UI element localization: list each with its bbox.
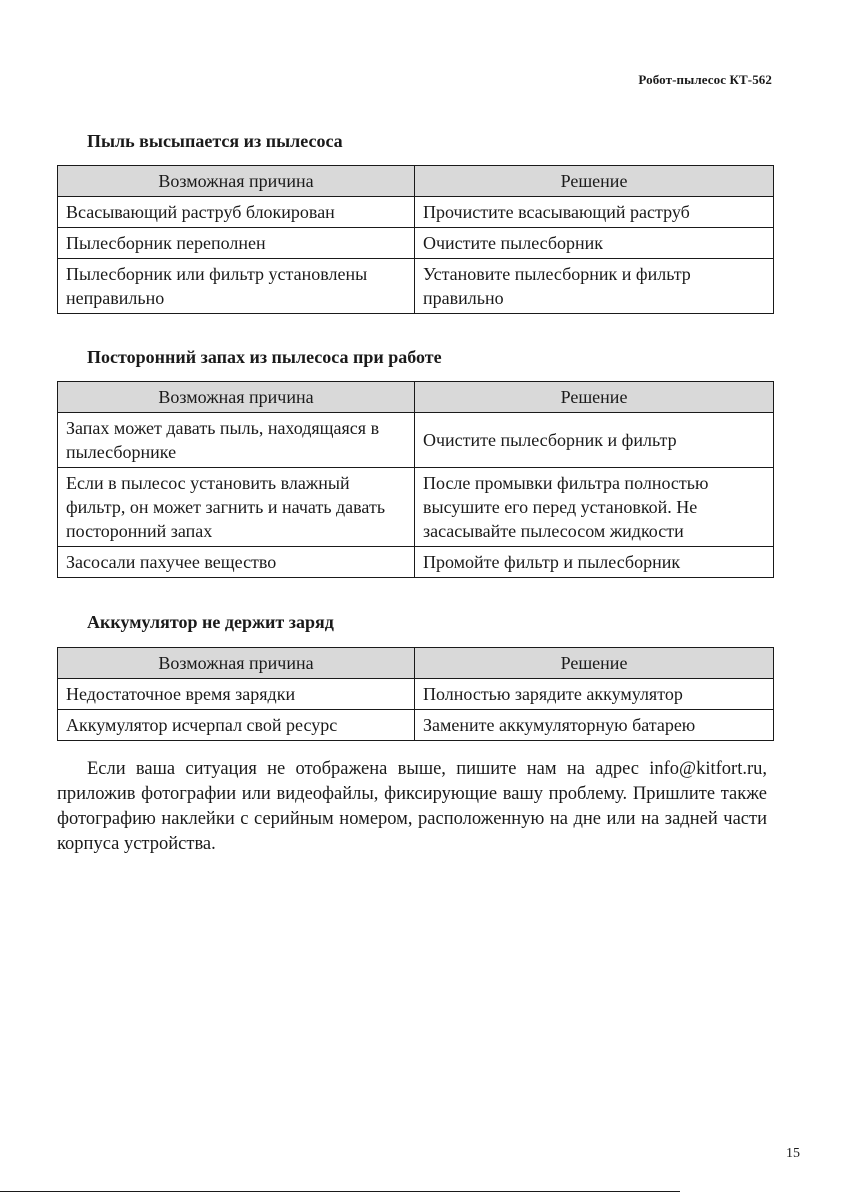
table-row xyxy=(58,259,774,314)
cause-cell: Если в пылесос установить влажный фильтр, он может загнить и начать давать посторонний запах xyxy=(58,468,415,547)
troubleshooting-table-odor xyxy=(57,381,774,578)
table-row xyxy=(58,413,774,468)
solution-cell: Прочистите всасывающий раструб xyxy=(415,197,774,228)
cause-cell: Аккумулятор исчерпал свой ресурс xyxy=(58,710,415,741)
section-title-dust: Пыль высыпается из пылесоса xyxy=(87,131,343,151)
column-header-solution: Решение xyxy=(415,166,774,197)
solution-cell: Установите пылесборник и фильтр правильно xyxy=(415,259,774,314)
footer-divider xyxy=(0,1191,680,1192)
table-row xyxy=(58,468,774,547)
troubleshooting-table-dust xyxy=(57,165,774,314)
table-row xyxy=(58,197,774,228)
table-header-row xyxy=(58,166,774,197)
table-header-row xyxy=(58,648,774,679)
solution-cell: Полностью зарядите аккумулятор xyxy=(415,679,774,710)
solution-cell: Очистите пылесборник и фильтр xyxy=(415,413,774,468)
column-header-solution: Решение xyxy=(415,382,774,413)
solution-cell: После промывки фильтра полностью высушите его перед установкой. Не засасывайте пылесосом жидкости xyxy=(415,468,774,547)
table-row xyxy=(58,710,774,741)
cause-cell: Всасывающий раструб блокирован xyxy=(58,197,415,228)
section-title-odor: Посторонний запах из пылесоса при работе xyxy=(87,347,442,367)
cause-cell: Пылесборник или фильтр установлены неправильно xyxy=(58,259,415,314)
table-row xyxy=(58,679,774,710)
cause-cell: Запах может давать пыль, находящаяся в пылесборнике xyxy=(58,413,415,468)
solution-cell: Замените аккумуляторную батарею xyxy=(415,710,774,741)
cause-cell: Недостаточное время зарядки xyxy=(58,679,415,710)
cause-cell: Пылесборник переполнен xyxy=(58,228,415,259)
solution-cell: Промойте фильтр и пылесборник xyxy=(415,547,774,578)
table-row xyxy=(58,547,774,578)
document-header: Робот-пылесос КТ-562 xyxy=(638,72,772,87)
page-number: 15 xyxy=(786,1146,800,1161)
column-header-cause: Возможная причина xyxy=(58,166,415,197)
support-contact-note: Если ваша ситуация не отображена выше, пишите нам на адрес info@kitfort.ru, приложив фотографии или видеофайлы, фиксирующие вашу проблему. Пришлите также фотографию наклейки с серийным номером, расположенную на дне или на задней части корпуса устройства. xyxy=(57,759,767,854)
troubleshooting-table-battery xyxy=(57,647,774,741)
table-header-row xyxy=(58,382,774,413)
section-title-battery: Аккумулятор не держит заряд xyxy=(87,612,334,632)
solution-cell: Очистите пылесборник xyxy=(415,228,774,259)
column-header-solution: Решение xyxy=(415,648,774,679)
table-row xyxy=(58,228,774,259)
column-header-cause: Возможная причина xyxy=(58,382,415,413)
column-header-cause: Возможная причина xyxy=(58,648,415,679)
cause-cell: Засосали пахучее вещество xyxy=(58,547,415,578)
